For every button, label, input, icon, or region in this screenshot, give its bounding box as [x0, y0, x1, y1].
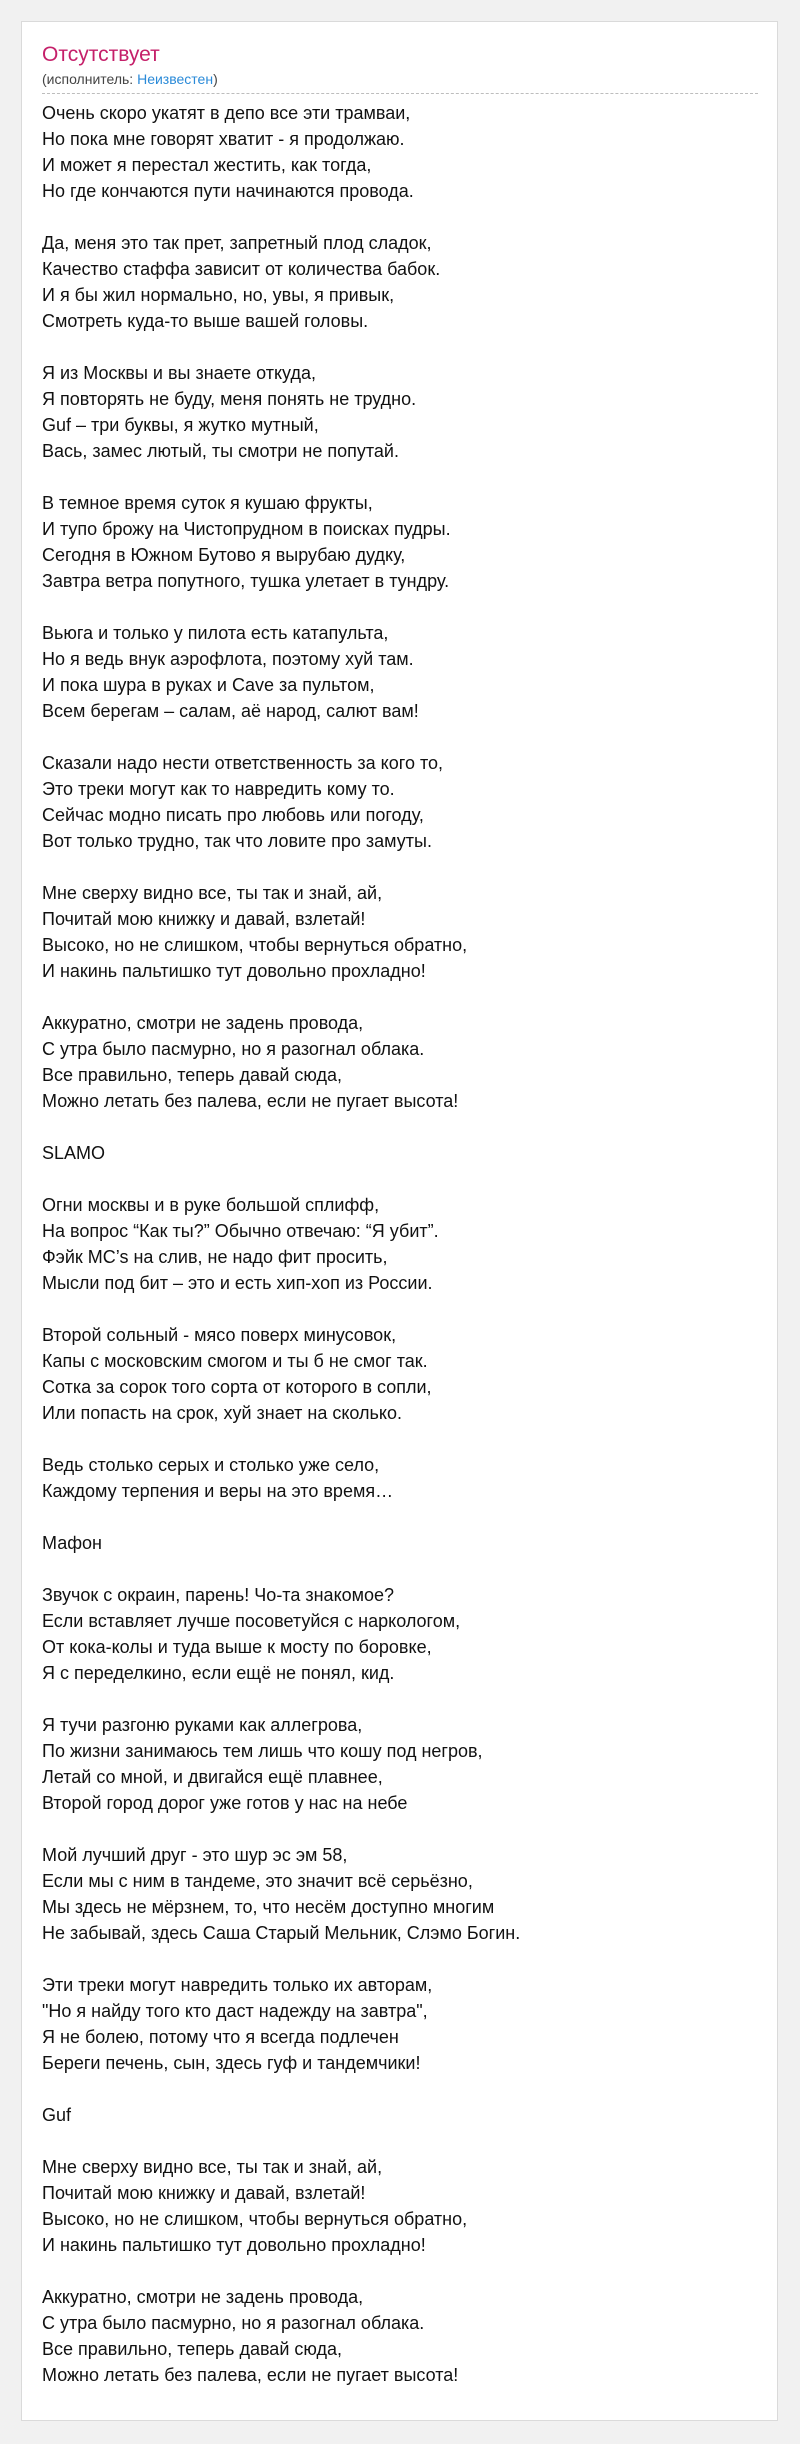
lyrics-line: И может я перестал жестить, как тогда, — [42, 155, 372, 175]
lyrics-line: Да, меня это так прет, запретный плод сладок, — [42, 233, 432, 253]
lyrics-stanza — [42, 2102, 758, 2128]
lyrics-line: Все правильно, теперь давай сюда, — [42, 2339, 342, 2359]
lyrics-line: И накинь пальтишко тут довольно прохладно! — [42, 961, 426, 981]
lyrics-stanza — [42, 620, 758, 724]
artist-line — [42, 70, 218, 88]
lyrics-line: Почитай мою книжку и давай, взлетай! — [42, 2183, 366, 2203]
lyrics-line: Высоко, но не слишком, чтобы вернуться обратно, — [42, 935, 468, 955]
lyrics-line: Я из Москвы и вы знаете откуда, — [42, 363, 316, 383]
lyrics-line: Береги печень, сын, здесь гуф и тандемчики! — [42, 2053, 421, 2073]
lyrics-line: Мысли под бит – это и есть хип-хоп из России. — [42, 1273, 433, 1293]
lyrics-line: Вот только трудно, так что ловите про замуты. — [42, 831, 432, 851]
lyrics-line: Все правильно, теперь давай сюда, — [42, 1065, 342, 1085]
lyrics-line: Аккуратно, смотри не задень провода, — [42, 2287, 364, 2307]
lyrics-line: И пока шура в руках и Cave за пультом, — [42, 675, 375, 695]
lyrics-line: И тупо брожу на Чистопрудном в поисках пудры. — [42, 519, 451, 539]
lyrics-line: Если мы с ним в тандеме, это значит всё серьёзно, — [42, 1871, 473, 1891]
lyrics-line: "Но я найду того кто даст надежду на завтра", — [42, 2001, 428, 2021]
lyrics-line: Всем берегам – салам, аё народ, салют вам! — [42, 701, 419, 721]
lyrics-line: Смотреть куда-то выше вашей головы. — [42, 311, 369, 331]
lyrics-line: Это треки могут как то навредить кому то. — [42, 779, 395, 799]
song-title: Отсутствует — [42, 43, 160, 66]
lyrics-line: Если вставляет лучше посоветуйся с наркологом, — [42, 1611, 461, 1631]
lyrics-stanza — [42, 1192, 758, 1296]
lyrics-line: Guf – три буквы, я жутко мутный, — [42, 415, 319, 435]
lyrics-line: Почитай мою книжку и давай, взлетай! — [42, 909, 366, 929]
lyrics-card — [21, 21, 778, 2421]
lyrics-line: Завтра ветра попутного, тушка улетает в тундру. — [42, 571, 450, 591]
lyrics-line: Можно летать без палева, если не пугает высота! — [42, 1091, 459, 1111]
lyrics-text — [42, 100, 758, 2388]
lyrics-line: Высоко, но не слишком, чтобы вернуться обратно, — [42, 2209, 468, 2229]
lyrics-line: Ведь столько серых и столько уже село, — [42, 1455, 380, 1475]
lyrics-line: Но где кончаются пути начинаются провода. — [42, 181, 414, 201]
lyrics-line: Сегодня в Южном Бутово я вырубаю дудку, — [42, 545, 406, 565]
lyrics-line: Капы с московским смогом и ты б не смог так. — [42, 1351, 428, 1371]
artist-link[interactable]: Неизвестен — [137, 71, 214, 87]
lyrics-line: И накинь пальтишко тут довольно прохладно! — [42, 2235, 426, 2255]
lyrics-stanza — [42, 1582, 758, 1686]
lyrics-line: Аккуратно, смотри не задень провода, — [42, 1013, 364, 1033]
lyrics-stanza — [42, 1972, 758, 2076]
lyrics-line: Не забывай, здесь Саша Старый Мельник, Слэмо Богин. — [42, 1923, 521, 1943]
lyrics-line: Сотка за сорок того сорта от которого в сопли, — [42, 1377, 432, 1397]
lyrics-line: В темное время суток я кушаю фрукты, — [42, 493, 373, 513]
lyrics-stanza — [42, 880, 758, 984]
lyrics-line: Или попасть на срок, хуй знает на сколько. — [42, 1403, 403, 1423]
lyrics-line: По жизни занимаюсь тем лишь что кошу под негров, — [42, 1741, 483, 1761]
lyrics-line: Второй город дорог уже готов у нас на небе — [42, 1793, 408, 1813]
lyrics-line: SLAMO — [42, 1143, 106, 1163]
lyrics-line: Очень скоро укатят в депо все эти трамваи, — [42, 103, 411, 123]
lyrics-stanza — [42, 490, 758, 594]
lyrics-line: Качество стаффа зависит от количества бабок. — [42, 259, 441, 279]
lyrics-stanza — [42, 360, 758, 464]
lyrics-line: Каждому терпения и веры на это время… — [42, 1481, 394, 1501]
lyrics-stanza — [42, 1010, 758, 1114]
lyrics-line: Guf — [42, 2105, 72, 2125]
lyrics-line: Я с переделкино, если ещё не понял, кид. — [42, 1663, 395, 1683]
lyrics-stanza — [42, 1530, 758, 1556]
lyrics-line: Можно летать без палева, если не пугает высота! — [42, 2365, 459, 2385]
lyrics-line: С утра было пасмурно, но я разогнал облака. — [42, 2313, 425, 2333]
lyrics-stanza — [42, 1712, 758, 1816]
lyrics-line: Сказали надо нести ответственность за кого то, — [42, 753, 444, 773]
artist-prefix: (исполнитель: — [42, 71, 138, 87]
lyrics-stanza — [42, 1322, 758, 1426]
lyrics-stanza — [42, 1140, 758, 1166]
lyrics-stanza — [42, 2154, 758, 2258]
lyrics-stanza — [42, 230, 758, 334]
header-divider — [42, 93, 758, 94]
lyrics-line: Огни москвы и в руке большой сплифф, — [42, 1195, 380, 1215]
lyrics-line: Мы здесь не мёрзнем, то, что несём доступно многим — [42, 1897, 495, 1917]
lyrics-line: Мне сверху видно все, ты так и знай, ай, — [42, 2157, 383, 2177]
lyrics-line: Второй сольный - мясо поверх минусовок, — [42, 1325, 397, 1345]
lyrics-line: С утра было пасмурно, но я разогнал облака. — [42, 1039, 425, 1059]
lyrics-line: Вась, замес лютый, ты смотри не попутай. — [42, 441, 399, 461]
lyrics-stanza — [42, 2284, 758, 2388]
lyrics-line: Мой лучший друг - это шур эс эм 58, — [42, 1845, 348, 1865]
lyrics-line: Но пока мне говорят хватит - я продолжаю. — [42, 129, 405, 149]
lyrics-line: На вопрос “Как ты?” Обычно отвечаю: “Я убит”. — [42, 1221, 439, 1241]
lyrics-line: Вьюга и только у пилота есть катапульта, — [42, 623, 389, 643]
lyrics-stanza — [42, 100, 758, 204]
lyrics-line: Сейчас модно писать про любовь или погоду, — [42, 805, 424, 825]
lyrics-line: Летай со мной, и двигайся ещё плавнее, — [42, 1767, 383, 1787]
lyrics-stanza — [42, 1842, 758, 1946]
lyrics-line: Звучок с окраин, парень! Чо-та знакомое? — [42, 1585, 395, 1605]
artist-suffix: ) — [213, 71, 218, 87]
lyrics-line: И я бы жил нормально, но, увы, я привык, — [42, 285, 395, 305]
lyrics-line: От кока-колы и туда выше к мосту по боровке, — [42, 1637, 432, 1657]
lyrics-line: Мне сверху видно все, ты так и знай, ай, — [42, 883, 383, 903]
lyrics-line: Мафон — [42, 1533, 102, 1553]
lyrics-line: Эти треки могут навредить только их авторам, — [42, 1975, 433, 1995]
lyrics-line: Я тучи разгоню руками как аллегрова, — [42, 1715, 363, 1735]
lyrics-line: Я повторять не буду, меня понять не трудно. — [42, 389, 417, 409]
lyrics-stanza — [42, 750, 758, 854]
lyrics-stanza — [42, 1452, 758, 1504]
lyrics-line: Фэйк MC’s на слив, не надо фит просить, — [42, 1247, 388, 1267]
lyrics-line: Я не болею, потому что я всегда подлечен — [42, 2027, 399, 2047]
lyrics-line: Но я ведь внук аэрофлота, поэтому хуй там. — [42, 649, 414, 669]
